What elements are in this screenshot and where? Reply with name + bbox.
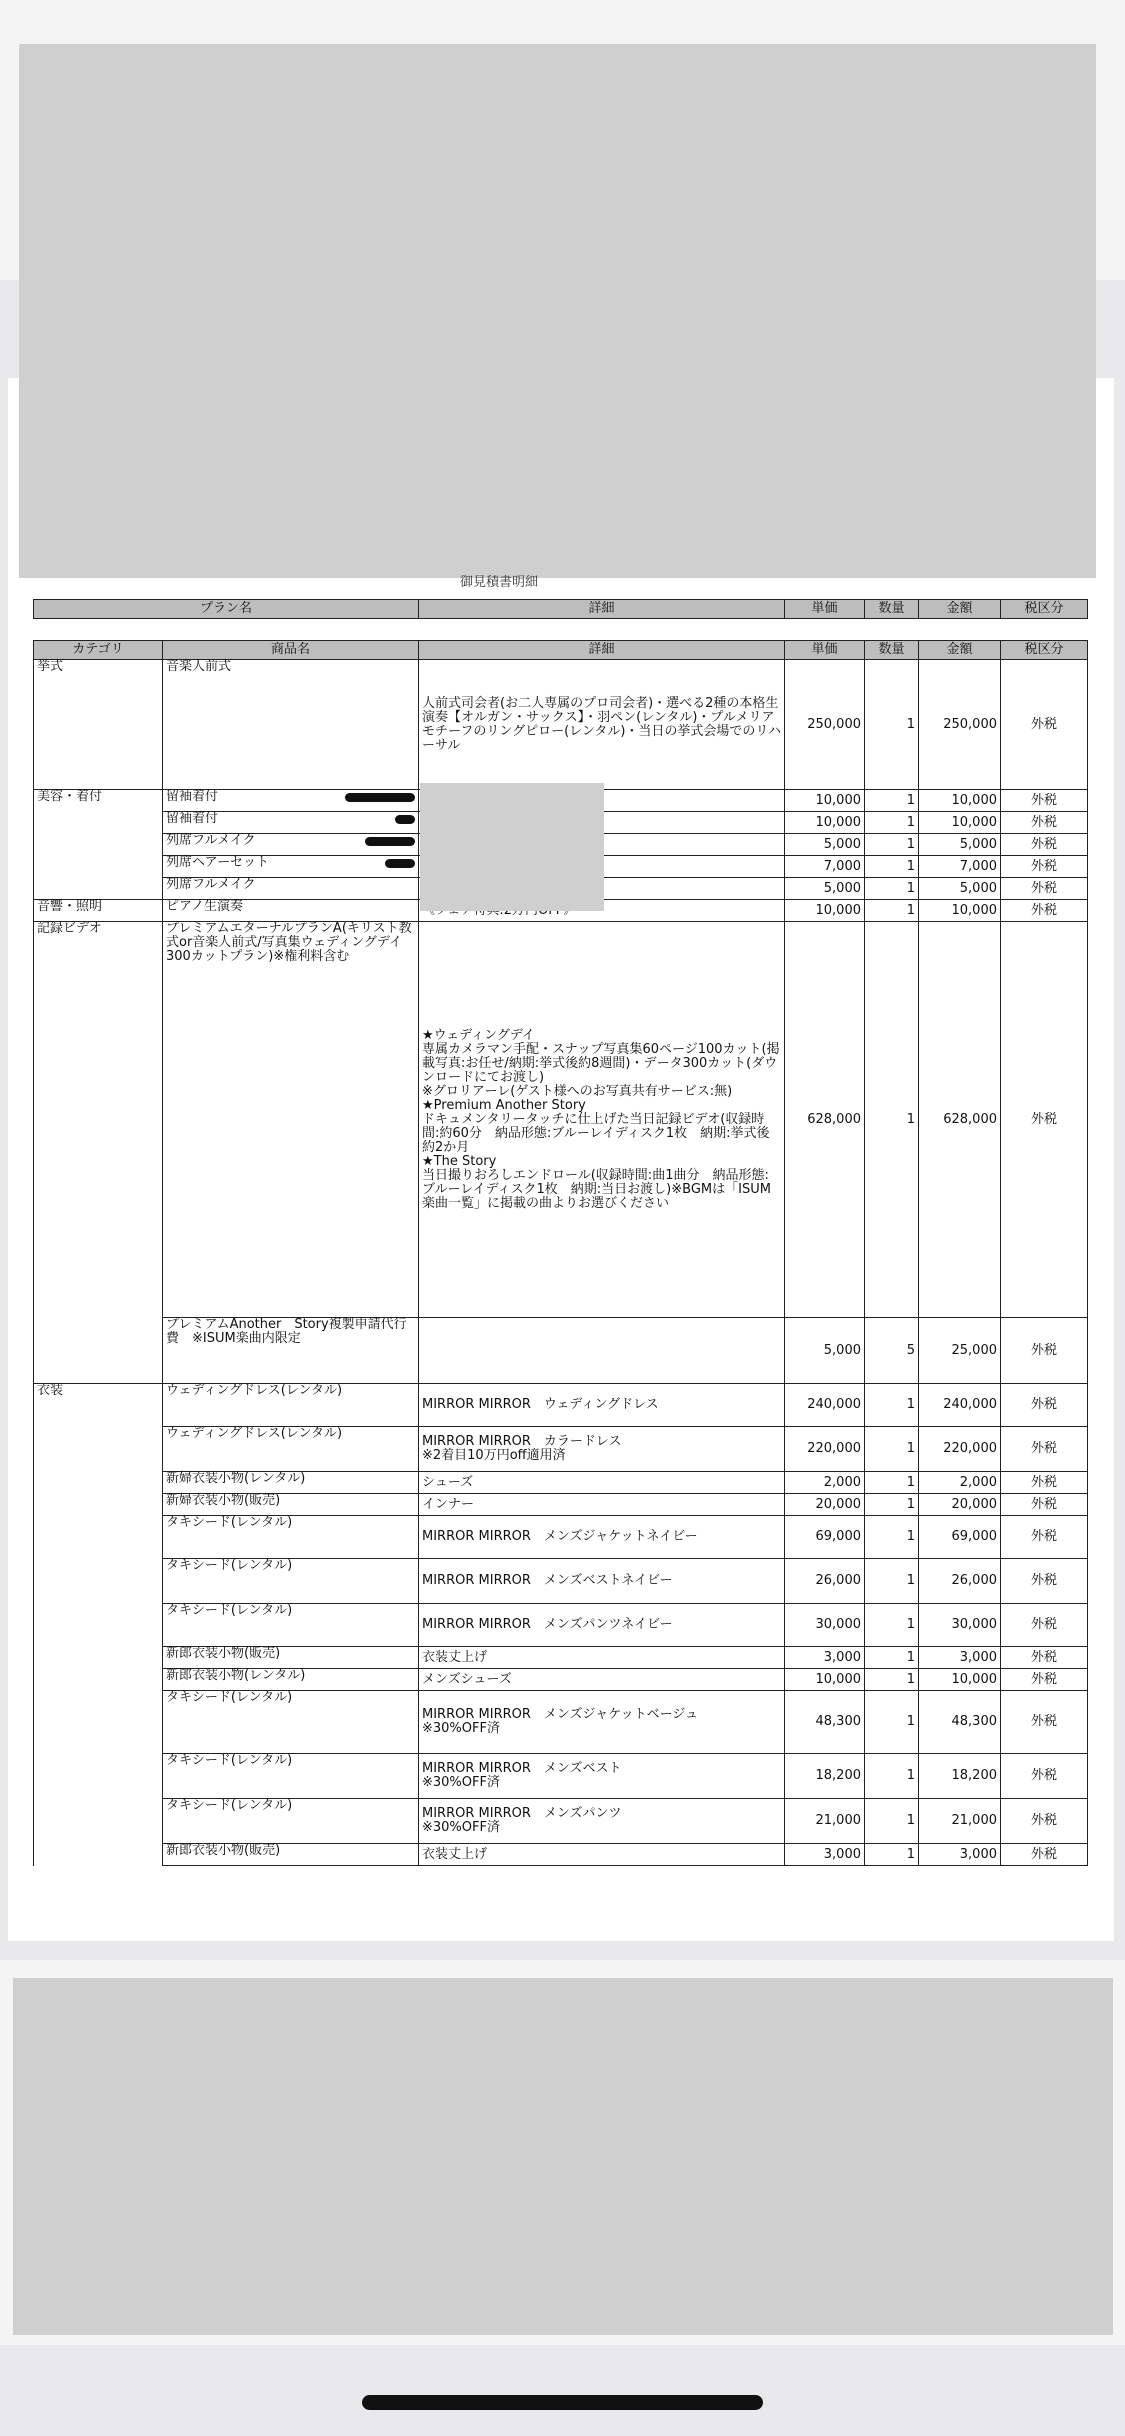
- table-row: [34, 1427, 1088, 1472]
- column-detail: 詳細: [419, 641, 785, 660]
- header-plan-name: プラン名: [34, 600, 419, 619]
- amount-cell: 2,000: [919, 1472, 1001, 1494]
- amount-cell: 5,000: [919, 834, 1001, 856]
- column-quantity: 数量: [865, 641, 919, 660]
- amount-cell: 220,000: [919, 1427, 1001, 1472]
- redacted-detail-block: [420, 783, 604, 911]
- unit-price-cell: 21,000: [785, 1799, 865, 1844]
- quantity-cell: 1: [865, 900, 919, 922]
- tax-class-cell: 外税: [1001, 1604, 1088, 1647]
- tax-class-cell: 外税: [1001, 1384, 1088, 1427]
- tax-class-cell: 外税: [1001, 1516, 1088, 1559]
- category-cell: [34, 1472, 163, 1494]
- product-name-cell: ピアノ生演奏: [163, 900, 419, 922]
- category-cell: [34, 856, 163, 878]
- table-row: [34, 1516, 1088, 1559]
- unit-price-cell: 5,000: [785, 1318, 865, 1384]
- unit-price-cell: 7,000: [785, 856, 865, 878]
- table-row: [34, 1384, 1088, 1427]
- category-cell: [34, 1844, 163, 1866]
- quantity-cell: 1: [865, 1516, 919, 1559]
- column-category: カテゴリ: [34, 641, 163, 660]
- category-cell: [34, 1494, 163, 1516]
- table-row: [34, 1844, 1088, 1866]
- quantity-cell: 1: [865, 856, 919, 878]
- amount-cell: 69,000: [919, 1516, 1001, 1559]
- product-name-cell: 列席フルメイク: [163, 878, 419, 900]
- tax-class-cell: 外税: [1001, 790, 1088, 812]
- redaction-mark: [365, 837, 415, 846]
- amount-cell: 3,000: [919, 1844, 1001, 1866]
- amount-cell: 10,000: [919, 812, 1001, 834]
- detail-cell: MIRROR MIRROR メンズパンツネイビー: [419, 1604, 785, 1647]
- quantity-cell: 1: [865, 834, 919, 856]
- tax-class-cell: 外税: [1001, 1472, 1088, 1494]
- detail-cell: 人前式司会者(お二人専属のプロ司会者)・選べる2種の本格生演奏【オルガン・サックス】・羽ペン(レンタル)・プルメリアモチーフのリングピロー(レンタル)・当日の挙式会場でのリハーサル: [419, 660, 785, 790]
- unit-price-cell: 10,000: [785, 812, 865, 834]
- product-name-cell: 列席フルメイク: [163, 834, 419, 856]
- category-cell: [34, 1691, 163, 1754]
- unit-price-cell: 5,000: [785, 878, 865, 900]
- quantity-cell: 1: [865, 1647, 919, 1669]
- unit-price-cell: 3,000: [785, 1844, 865, 1866]
- tax-class-cell: 外税: [1001, 922, 1088, 1318]
- detail-cell: シューズ: [419, 1472, 785, 1494]
- category-cell: 挙式: [34, 660, 163, 790]
- amount-cell: 250,000: [919, 660, 1001, 790]
- amount-cell: 21,000: [919, 1799, 1001, 1844]
- tax-class-cell: 外税: [1001, 1799, 1088, 1844]
- detail-cell: ★ウェディングデイ 専属カメラマン手配・スナップ写真集60ページ100カット(掲載写真:お任せ/納期:挙式後約8週間)・データ300カット(ダウンロードにてお渡し) ※グロリアーレ(ゲスト様へのお写真共有サービス:無) ★Premium Another Story ドキュメンタリータッチに仕上げた当日記録ビデオ(収録時間:約60分 納品形態:ブルーレイディスク1枚 納期:挙式後約2か月 ★The Story 当日撮りおろしエンドロール(収録時間:曲1曲分 納品形態:ブルーレイディスク1枚 納期:当日お渡し)※BGMは「ISUM楽曲一覧」に掲載の曲よりお選びください: [419, 922, 785, 1318]
- tax-class-cell: 外税: [1001, 660, 1088, 790]
- unit-price-cell: 10,000: [785, 900, 865, 922]
- tax-class-cell: 外税: [1001, 1844, 1088, 1866]
- quantity-cell: 1: [865, 1427, 919, 1472]
- quantity-cell: 1: [865, 1844, 919, 1866]
- amount-cell: 10,000: [919, 790, 1001, 812]
- product-name-cell: 新郎衣装小物(販売): [163, 1844, 419, 1866]
- unit-price-cell: 69,000: [785, 1516, 865, 1559]
- quantity-cell: 1: [865, 1691, 919, 1754]
- tax-class-cell: 外税: [1001, 834, 1088, 856]
- product-name-cell: 新郎衣装小物(レンタル): [163, 1669, 419, 1691]
- detail-cell: メンズシューズ: [419, 1669, 785, 1691]
- table-row: [34, 1691, 1088, 1754]
- table-row: [34, 1472, 1088, 1494]
- detail-cell: MIRROR MIRROR メンズジャケットネイビー: [419, 1516, 785, 1559]
- tax-class-cell: 外税: [1001, 1318, 1088, 1384]
- detail-cell: MIRROR MIRROR メンズベストネイビー: [419, 1559, 785, 1604]
- product-name-cell: タキシード(レンタル): [163, 1604, 419, 1647]
- amount-cell: 5,000: [919, 878, 1001, 900]
- quantity-cell: 1: [865, 1754, 919, 1799]
- table-row: [34, 660, 1088, 790]
- detail-cell: MIRROR MIRROR メンズパンツ ※30%OFF済: [419, 1799, 785, 1844]
- redaction-mark: [385, 859, 415, 868]
- header-tax-class: 税区分: [1001, 600, 1088, 619]
- unit-price-cell: 30,000: [785, 1604, 865, 1647]
- table-row: [34, 1799, 1088, 1844]
- product-name-cell: 新婦衣装小物(販売): [163, 1494, 419, 1516]
- header-amount: 金額: [919, 600, 1001, 619]
- product-name-cell: 留袖着付: [163, 790, 419, 812]
- product-name-cell: 留袖着付: [163, 812, 419, 834]
- category-cell: 美容・着付: [34, 790, 163, 812]
- unit-price-cell: 5,000: [785, 834, 865, 856]
- amount-cell: 628,000: [919, 922, 1001, 1318]
- unit-price-cell: 3,000: [785, 1647, 865, 1669]
- amount-cell: 3,000: [919, 1647, 1001, 1669]
- unit-price-cell: 628,000: [785, 922, 865, 1318]
- amount-cell: 240,000: [919, 1384, 1001, 1427]
- category-cell: [34, 1427, 163, 1472]
- amount-cell: 30,000: [919, 1604, 1001, 1647]
- redaction-mark: [395, 815, 415, 824]
- quantity-cell: 1: [865, 1559, 919, 1604]
- unit-price-cell: 48,300: [785, 1691, 865, 1754]
- header-detail: 詳細: [419, 600, 785, 619]
- category-cell: 音響・照明: [34, 900, 163, 922]
- header-unit-price: 単価: [785, 600, 865, 619]
- tax-class-cell: 外税: [1001, 856, 1088, 878]
- category-cell: [34, 1559, 163, 1604]
- product-name-cell: 新婦衣装小物(レンタル): [163, 1472, 419, 1494]
- product-name-cell: 新郎衣装小物(販売): [163, 1647, 419, 1669]
- unit-price-cell: 18,200: [785, 1754, 865, 1799]
- amount-cell: 26,000: [919, 1559, 1001, 1604]
- category-cell: [34, 1516, 163, 1559]
- quantity-cell: 1: [865, 1604, 919, 1647]
- category-cell: [34, 1647, 163, 1669]
- quantity-cell: 1: [865, 660, 919, 790]
- table-row: [34, 1604, 1088, 1647]
- product-name-cell: タキシード(レンタル): [163, 1799, 419, 1844]
- unit-price-cell: 240,000: [785, 1384, 865, 1427]
- category-cell: [34, 812, 163, 834]
- plan-header-table: [33, 599, 1088, 619]
- product-name-cell: プレミアムAnother Story複製申請代行費 ※ISUM楽曲内限定: [163, 1318, 419, 1384]
- product-name-cell: タキシード(レンタル): [163, 1754, 419, 1799]
- quantity-cell: 1: [865, 1799, 919, 1844]
- tax-class-cell: 外税: [1001, 812, 1088, 834]
- category-cell: [34, 1799, 163, 1844]
- quantity-cell: 1: [865, 812, 919, 834]
- header-quantity: 数量: [865, 600, 919, 619]
- tax-class-cell: 外税: [1001, 900, 1088, 922]
- amount-cell: 10,000: [919, 900, 1001, 922]
- column-unit-price: 単価: [785, 641, 865, 660]
- unit-price-cell: 26,000: [785, 1559, 865, 1604]
- detail-cell: MIRROR MIRROR ウェディングドレス: [419, 1384, 785, 1427]
- unit-price-cell: 2,000: [785, 1472, 865, 1494]
- tax-class-cell: 外税: [1001, 1559, 1088, 1604]
- product-name-cell: タキシード(レンタル): [163, 1516, 419, 1559]
- quantity-cell: 1: [865, 1472, 919, 1494]
- column-tax-class: 税区分: [1001, 641, 1088, 660]
- category-cell: 記録ビデオ: [34, 922, 163, 1318]
- quantity-cell: 1: [865, 1384, 919, 1427]
- amount-cell: 25,000: [919, 1318, 1001, 1384]
- detail-cell: 衣装丈上げ: [419, 1844, 785, 1866]
- unit-price-cell: 10,000: [785, 1669, 865, 1691]
- tax-class-cell: 外税: [1001, 1494, 1088, 1516]
- unit-price-cell: 220,000: [785, 1427, 865, 1472]
- product-name-cell: タキシード(レンタル): [163, 1691, 419, 1754]
- category-cell: [34, 1318, 163, 1384]
- amount-cell: 20,000: [919, 1494, 1001, 1516]
- table-row: [34, 1494, 1088, 1516]
- detail-cell: インナー: [419, 1494, 785, 1516]
- tax-class-cell: 外税: [1001, 1754, 1088, 1799]
- product-name-cell: プレミアムエターナルプランA(キリスト教式or音楽人前式/写真集ウェディングデイ300カットプラン)※権利料含む: [163, 922, 419, 1318]
- detail-cell: [419, 1318, 785, 1384]
- column-amount: 金額: [919, 641, 1001, 660]
- product-name-cell: ウェディングドレス(レンタル): [163, 1384, 419, 1427]
- product-name-cell: ウェディングドレス(レンタル): [163, 1427, 419, 1472]
- detail-cell: MIRROR MIRROR メンズジャケットベージュ ※30%OFF済: [419, 1691, 785, 1754]
- quantity-cell: 1: [865, 790, 919, 812]
- unit-price-cell: 20,000: [785, 1494, 865, 1516]
- quantity-cell: 1: [865, 878, 919, 900]
- category-cell: [34, 1604, 163, 1647]
- category-cell: [34, 1754, 163, 1799]
- tax-class-cell: 外税: [1001, 1427, 1088, 1472]
- quantity-cell: 1: [865, 1494, 919, 1516]
- unit-price-cell: 10,000: [785, 790, 865, 812]
- category-cell: [34, 1669, 163, 1691]
- column-product-name: 商品名: [163, 641, 419, 660]
- document-title: 御見積書明細: [460, 575, 539, 590]
- tax-class-cell: 外税: [1001, 1669, 1088, 1691]
- redacted-header-block: [19, 44, 1096, 578]
- category-cell: 衣装: [34, 1384, 163, 1427]
- tax-class-cell: 外税: [1001, 1691, 1088, 1754]
- table-row: [34, 922, 1088, 1318]
- table-row: [34, 1669, 1088, 1691]
- table-row: [34, 1318, 1088, 1384]
- detail-cell: MIRROR MIRROR カラードレス ※2着目10万円off適用済: [419, 1427, 785, 1472]
- quantity-cell: 5: [865, 1318, 919, 1384]
- category-cell: [34, 878, 163, 900]
- amount-cell: 48,300: [919, 1691, 1001, 1754]
- amount-cell: 7,000: [919, 856, 1001, 878]
- detail-cell: MIRROR MIRROR メンズベスト ※30%OFF済: [419, 1754, 785, 1799]
- quantity-cell: 1: [865, 922, 919, 1318]
- amount-cell: 10,000: [919, 1669, 1001, 1691]
- table-row: [34, 1754, 1088, 1799]
- category-cell: [34, 834, 163, 856]
- unit-price-cell: 250,000: [785, 660, 865, 790]
- product-name-cell: 音楽人前式: [163, 660, 419, 790]
- tax-class-cell: 外税: [1001, 1647, 1088, 1669]
- home-indicator[interactable]: [362, 2395, 763, 2410]
- table-row: [34, 1559, 1088, 1604]
- quantity-cell: 1: [865, 1669, 919, 1691]
- tax-class-cell: 外税: [1001, 878, 1088, 900]
- table-row: [34, 1647, 1088, 1669]
- redaction-mark: [345, 793, 415, 802]
- amount-cell: 18,200: [919, 1754, 1001, 1799]
- product-name-cell: 列席ヘアーセット: [163, 856, 419, 878]
- redacted-footer-block: [13, 1978, 1113, 2335]
- product-name-cell: タキシード(レンタル): [163, 1559, 419, 1604]
- detail-cell: 衣装丈上げ: [419, 1647, 785, 1669]
